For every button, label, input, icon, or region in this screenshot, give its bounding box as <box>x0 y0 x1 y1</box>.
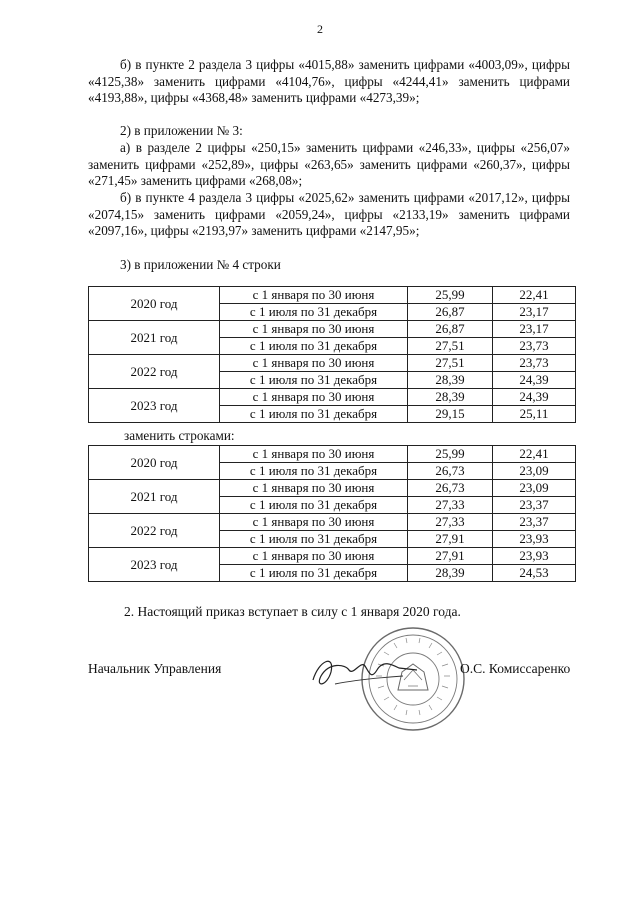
rate-cell-1: 27,33 <box>408 497 493 514</box>
period-cell: с 1 июля по 31 декабря <box>220 304 408 321</box>
rate-cell-2: 23,93 <box>493 531 576 548</box>
period-cell: с 1 января по 30 июня <box>220 389 408 406</box>
period-cell: с 1 января по 30 июня <box>220 321 408 338</box>
table-row <box>89 446 576 463</box>
year-cell: 2023 год <box>89 389 220 423</box>
table-row <box>89 389 576 406</box>
table-row <box>89 321 576 338</box>
replace-label: заменить строками: <box>124 428 235 443</box>
rate-cell-2: 22,41 <box>493 287 576 304</box>
paragraph-a: а) в разделе 2 цифры «250,15» заменить цифрами «246,33», цифры «256,07» заменить цифрами «252,89», цифры «263,65» заменить цифрами «260,37», цифры «271,45» заменить цифрами «268,08»; <box>88 140 570 188</box>
table-row <box>89 287 576 304</box>
year-cell: 2021 год <box>89 480 220 514</box>
rate-cell-2: 24,53 <box>493 565 576 582</box>
rate-cell-1: 27,33 <box>408 514 493 531</box>
table-row <box>89 355 576 372</box>
period-cell: с 1 июля по 31 декабря <box>220 565 408 582</box>
rate-cell-1: 28,39 <box>408 565 493 582</box>
rate-cell-2: 23,17 <box>493 304 576 321</box>
rate-cell-1: 27,91 <box>408 548 493 565</box>
rate-cell-2: 23,37 <box>493 497 576 514</box>
year-cell: 2022 год <box>89 355 220 389</box>
period-cell: с 1 января по 30 июня <box>220 355 408 372</box>
year-cell: 2021 год <box>89 321 220 355</box>
rate-cell-2: 24,39 <box>493 389 576 406</box>
paragraph-b: б) в пункте 2 раздела 3 цифры «4015,88» заменить цифрами «4003,09», цифры «4125,38» заменить цифрами «4104,76», цифры «4244,41» заменить цифрами «4193,88», цифры «4368,48» заменить цифрами «4273,39»; <box>88 57 570 105</box>
clause-b-point4 <box>88 190 570 240</box>
rate-cell-2: 23,37 <box>493 514 576 531</box>
rate-cell-1: 25,99 <box>408 287 493 304</box>
rate-cell-1: 28,39 <box>408 372 493 389</box>
year-cell: 2022 год <box>89 514 220 548</box>
rate-cell-2: 24,39 <box>493 372 576 389</box>
rate-cell-2: 23,09 <box>493 463 576 480</box>
rate-cell-2: 23,73 <box>493 338 576 355</box>
table-row <box>89 548 576 565</box>
period-cell: с 1 января по 30 июня <box>220 480 408 497</box>
signatory-title: Начальник Управления <box>88 661 222 676</box>
year-cell: 2020 год <box>89 287 220 321</box>
table-row <box>89 480 576 497</box>
paragraph-3: 3) в приложении № 4 строки <box>120 257 281 272</box>
period-cell: с 1 января по 30 июня <box>220 287 408 304</box>
year-cell: 2023 год <box>89 548 220 582</box>
rate-cell-1: 28,39 <box>408 389 493 406</box>
period-cell: с 1 июля по 31 декабря <box>220 372 408 389</box>
paragraph-2: 2) в приложении № 3: <box>120 123 243 138</box>
rate-cell-1: 27,51 <box>408 338 493 355</box>
signatory-name: О.С. Комиссаренко <box>460 661 571 676</box>
rate-cell-1: 27,91 <box>408 531 493 548</box>
effective-clause: 2. Настоящий приказ вступает в силу с 1 января 2020 года. <box>124 604 461 619</box>
rate-cell-1: 26,73 <box>408 480 493 497</box>
rate-cell-2: 23,93 <box>493 548 576 565</box>
period-cell: с 1 января по 30 июня <box>220 548 408 565</box>
period-cell: с 1 июля по 31 декабря <box>220 406 408 423</box>
rate-cell-2: 23,09 <box>493 480 576 497</box>
rate-cell-1: 27,51 <box>408 355 493 372</box>
year-cell: 2020 год <box>89 446 220 480</box>
paragraph-b2: б) в пункте 4 раздела 3 цифры «2025,62» заменить цифрами «2017,12», цифры «2074,15» заменить цифрами «2059,24», цифры «2133,19» заменить цифрами «2097,16», цифры «2193,97» заменить цифрами «2147,95»; <box>88 190 570 238</box>
rate-cell-1: 29,15 <box>408 406 493 423</box>
rate-cell-2: 23,73 <box>493 355 576 372</box>
rate-cell-1: 26,87 <box>408 321 493 338</box>
clause-2 <box>88 123 570 140</box>
handwritten-signature <box>305 640 425 710</box>
rate-cell-2: 25,11 <box>493 406 576 423</box>
clause-b-section3 <box>88 57 570 107</box>
period-cell: с 1 июля по 31 декабря <box>220 497 408 514</box>
rate-cell-2: 22,41 <box>493 446 576 463</box>
table-row <box>89 514 576 531</box>
clause-3 <box>88 257 570 274</box>
rate-cell-1: 26,87 <box>408 304 493 321</box>
rate-cell-1: 26,73 <box>408 463 493 480</box>
rates-table-old <box>88 286 576 423</box>
rate-cell-2: 23,17 <box>493 321 576 338</box>
rates-table-new <box>88 445 576 582</box>
period-cell: с 1 июля по 31 декабря <box>220 531 408 548</box>
period-cell: с 1 июля по 31 декабря <box>220 463 408 480</box>
page-number: 2 <box>317 22 323 36</box>
clause-a <box>88 140 570 190</box>
period-cell: с 1 июля по 31 декабря <box>220 338 408 355</box>
period-cell: с 1 января по 30 июня <box>220 446 408 463</box>
period-cell: с 1 января по 30 июня <box>220 514 408 531</box>
rate-cell-1: 25,99 <box>408 446 493 463</box>
